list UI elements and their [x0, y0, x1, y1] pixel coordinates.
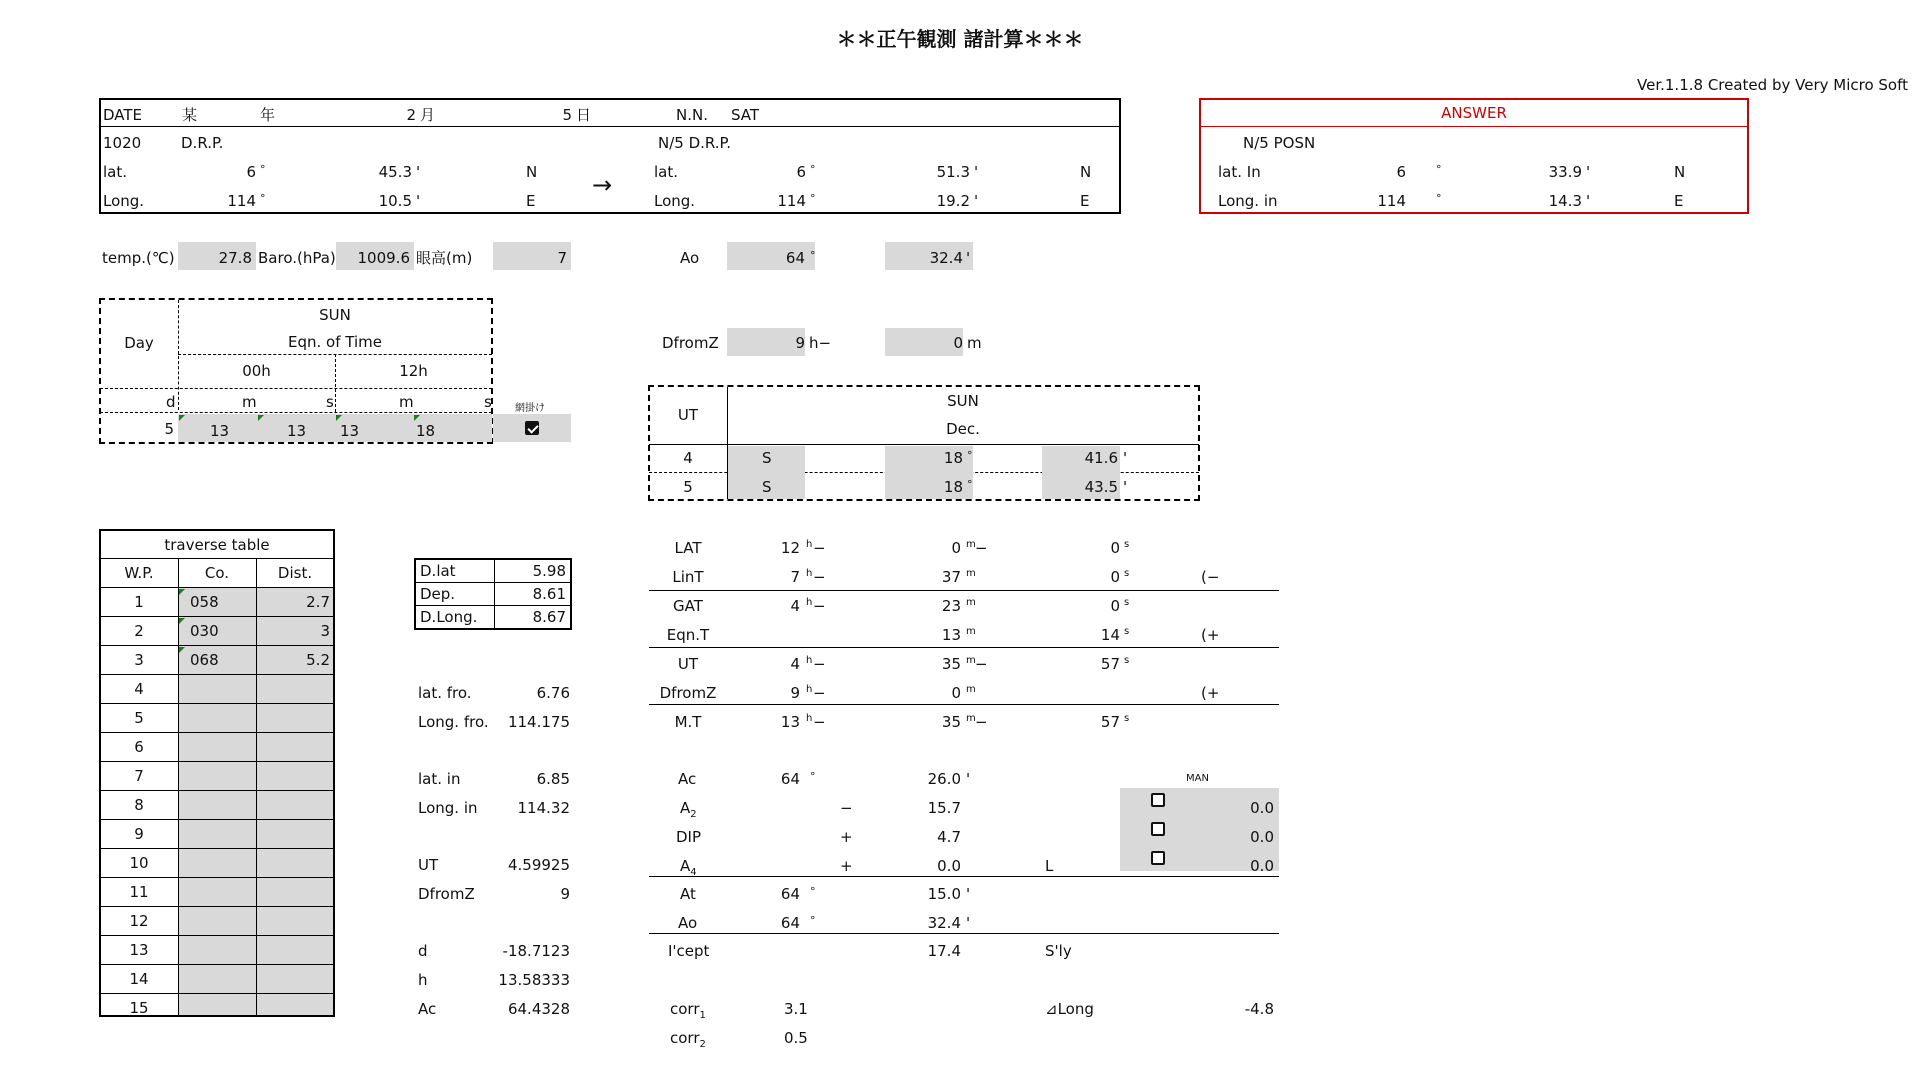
time-m-unit: m [966, 597, 976, 608]
corr2-value: 0.5 [784, 1029, 808, 1047]
deg-symbol: ° [810, 249, 816, 262]
at-deg: 64 [780, 885, 800, 903]
drp-long-dir[interactable]: E [526, 192, 536, 210]
drp-long-min[interactable]: 10.5 [378, 192, 412, 210]
drp-lat-label: lat. [103, 163, 128, 181]
min-symbol: ' [1586, 192, 1591, 210]
dfromz-label: DfromZ [662, 334, 719, 352]
traverse-row [100, 936, 334, 965]
dec-row-min[interactable]: 41.6 [1084, 449, 1118, 467]
eqn-00h-label: 00h [242, 362, 271, 380]
calc-value: 114.175 [507, 713, 570, 731]
drp-lat-dir[interactable]: N [526, 163, 538, 181]
traverse-row [100, 994, 334, 1022]
ac-deg: 64 [780, 770, 800, 788]
time-h-unit: h [806, 539, 813, 550]
traverse-wp: 10 [129, 854, 149, 872]
time-label: LinT [672, 568, 704, 586]
dfromz-m[interactable]: 0 [953, 334, 963, 352]
dlat-table [414, 558, 572, 630]
a4-man-value[interactable]: 0.0 [1250, 857, 1274, 875]
calc-label: Long. fro. [418, 713, 489, 731]
corr2-label [670, 1027, 706, 1056]
dip-man-checkbox[interactable] [1151, 822, 1165, 836]
time-s-unit: s [1124, 655, 1130, 666]
answer-lat-dir: N [1674, 163, 1686, 181]
a4-value: 0.0 [937, 857, 961, 875]
min-symbol: ' [1123, 449, 1128, 467]
traverse-wp: 5 [134, 709, 144, 727]
corr2-label-text: corr [670, 1029, 700, 1047]
deg-symbol: ° [1436, 163, 1442, 176]
deg-symbol: ° [1436, 192, 1442, 205]
time-h-dash: − [813, 655, 826, 673]
calc-value: 4.59925 [507, 856, 570, 874]
time-h-unit: h [806, 597, 813, 608]
ao2-min: 32.4 [927, 914, 961, 932]
answer-lat-label: lat. In [1218, 163, 1261, 181]
time-s-unit: s [1124, 626, 1130, 637]
time-m: 0 [951, 539, 961, 557]
traverse-wp: 14 [129, 970, 149, 988]
time-m: 35 [941, 713, 961, 731]
nn5-long-dir: E [1080, 192, 1090, 210]
year-prefix: 某 [182, 106, 198, 124]
traverse-header-row [100, 558, 334, 588]
time-h-dash: − [813, 568, 826, 586]
traverse-wp: 13 [129, 941, 149, 959]
traverse-dist[interactable]: 3 [320, 622, 330, 640]
deg-symbol: ° [810, 770, 816, 783]
dip-label: DIP [676, 828, 702, 846]
min-symbol: ' [974, 192, 979, 210]
ao2-deg: 64 [780, 914, 800, 932]
eqn-m-unit: m [399, 393, 414, 411]
calc-value: 64.4328 [507, 1000, 570, 1018]
dlat-value: 5.98 [495, 559, 572, 583]
time-h-dash: − [813, 713, 826, 731]
traverse-title: traverse table [164, 536, 270, 554]
min-symbol: ' [966, 885, 971, 903]
dec-ut-label: UT [677, 406, 699, 424]
eqn-s-unit: s [326, 393, 334, 411]
answer-long-label: Long. in [1218, 192, 1278, 210]
year-unit: 年 [260, 106, 276, 124]
eqn-s-unit: s [484, 393, 492, 411]
baro-label: Baro.(hPa) [258, 249, 336, 267]
time-label: UT [677, 655, 699, 673]
time-note: (+ [1201, 626, 1220, 644]
calc-value: 13.58333 [498, 971, 570, 989]
time-h: 13 [780, 713, 800, 731]
answer-title: ANSWER [1441, 104, 1507, 122]
corr1-label-text: corr [670, 1000, 700, 1018]
eqn-time-label: Eqn. of Time [288, 333, 382, 351]
min-symbol: ' [416, 163, 421, 181]
month-value[interactable]: 2 [406, 106, 416, 124]
min-symbol: ' [966, 770, 971, 788]
eye-input[interactable]: 7 [557, 249, 567, 267]
traverse-dist[interactable]: 5.2 [306, 651, 330, 669]
a2-sub: 2 [690, 809, 697, 820]
dec-row-min[interactable]: 43.5 [1084, 478, 1118, 496]
traverse-wp: 7 [134, 767, 144, 785]
time-label: GAT [673, 597, 703, 615]
calc-value: -18.7123 [502, 942, 570, 960]
header-divider [100, 126, 1120, 127]
calc-value: 6.76 [536, 684, 570, 702]
eqn-d-unit: d [166, 393, 176, 411]
time-s: 57 [1100, 713, 1120, 731]
traverse-header-co: Co. [204, 564, 230, 582]
time-h-unit: h [806, 684, 813, 695]
min-symbol: ' [966, 914, 971, 932]
dlong-label: ⊿Long [1045, 1000, 1094, 1018]
nn5-long-min: 19.2 [936, 192, 970, 210]
calc-label: lat. in [418, 770, 461, 788]
answer-divider [1200, 126, 1748, 127]
dfromz-m-unit: m [967, 334, 982, 352]
day-unit: 日 [576, 106, 592, 124]
time-m: 35 [941, 655, 961, 673]
time-note: (+ [1201, 684, 1220, 702]
at-min: 15.0 [927, 885, 961, 903]
traverse-row [100, 588, 334, 617]
eqn-divider [100, 388, 492, 389]
time-h: 4 [790, 597, 800, 615]
time-m-unit: m [966, 539, 976, 550]
dec-row-ut: 4 [683, 449, 693, 467]
time-m-unit: m [966, 655, 976, 666]
traverse-row [100, 849, 334, 878]
traverse-wp: 2 [134, 622, 144, 640]
time-m-unit: m [966, 684, 976, 695]
cell-mark [179, 589, 185, 595]
nn5-long-label: Long. [654, 192, 696, 210]
time-s-unit: s [1124, 597, 1130, 608]
time-h: 4 [790, 655, 800, 673]
traverse-row [100, 675, 334, 704]
eye-label: 眼高(m) [416, 249, 473, 267]
dlong-value: -4.8 [1244, 1000, 1274, 1018]
shading-checkbox[interactable] [525, 421, 539, 435]
corr1-sub: 1 [699, 1010, 706, 1021]
a2-sign: − [840, 799, 853, 817]
dec-label: Dec. [946, 420, 980, 438]
calc-label: Long. in [418, 799, 478, 817]
traverse-row [100, 617, 334, 646]
eqn-day-label: Day [124, 334, 154, 352]
traverse-wp: 15 [129, 999, 149, 1017]
month-unit: 月 [420, 106, 436, 124]
ao-deg[interactable]: 64 [785, 249, 805, 267]
eqn-00h-m[interactable]: 13 [210, 422, 230, 440]
eqn-12h-s[interactable]: 18 [416, 422, 436, 440]
answer-lat-deg: 6 [1396, 163, 1406, 181]
dlat-row [415, 606, 571, 630]
time-m-unit: m [966, 713, 976, 724]
time-label: Eqn.T [666, 626, 710, 644]
time-h-unit: h [806, 713, 813, 724]
traverse-co[interactable]: 068 [190, 651, 219, 669]
drp-long-deg[interactable]: 114 [227, 192, 256, 210]
eqn-sun-label: SUN [319, 306, 351, 324]
corr1-label [670, 998, 706, 1027]
nn5-label: N/5 D.R.P. [658, 134, 732, 152]
min-symbol: ' [974, 163, 979, 181]
deg-symbol: ° [810, 163, 816, 176]
calc-value: 9 [560, 885, 570, 903]
dfromz-h[interactable]: 9 [795, 334, 805, 352]
traverse-wp: 3 [134, 651, 144, 669]
time-s: 0 [1110, 539, 1120, 557]
dec-divider [649, 444, 1199, 445]
calc-label: lat. fro. [418, 684, 472, 702]
answer-long-deg: 114 [1377, 192, 1406, 210]
calc-label: Ac [418, 1000, 437, 1018]
baro-input[interactable]: 1009.6 [357, 249, 410, 267]
min-symbol: ' [966, 249, 971, 267]
time-m: 0 [951, 684, 961, 702]
nn5-lat-label: lat. [654, 163, 679, 181]
a4-sub: 4 [690, 867, 697, 878]
traverse-row [100, 878, 334, 907]
traverse-row [100, 733, 334, 762]
deg-symbol: ° [260, 163, 266, 176]
deg-symbol: ° [810, 885, 816, 898]
traverse-co[interactable]: 030 [190, 622, 219, 640]
shading-label: 網掛け [515, 403, 545, 414]
time-label: M.T [674, 713, 702, 731]
weekday-value: SAT [731, 106, 760, 124]
traverse-row [100, 762, 334, 791]
time-s: 57 [1100, 655, 1120, 673]
rule-line [649, 933, 1279, 934]
version-label: Ver.1.1.8 Created by Very Micro Soft [1637, 76, 1908, 94]
date-label: DATE [103, 106, 143, 124]
rule-line [649, 590, 1279, 591]
eqn-day-value: 5 [164, 420, 174, 438]
time-s: 0 [1110, 568, 1120, 586]
calc-value: 114.32 [517, 799, 570, 817]
traverse-row [100, 704, 334, 733]
time-label: DfromZ [659, 684, 717, 702]
nn5-lat-dir: N [1080, 163, 1092, 181]
a4-l-label: L [1045, 857, 1054, 875]
time-h-unit: h [806, 568, 813, 579]
rule-line [649, 647, 1279, 648]
deg-symbol: ° [260, 192, 266, 205]
dip-value: 4.7 [937, 828, 961, 846]
time-m: 13 [941, 626, 961, 644]
drp-lat-deg[interactable]: 6 [246, 163, 256, 181]
cell-mark [258, 415, 264, 421]
time-m-unit: m [966, 626, 976, 637]
traverse-wp: 4 [134, 680, 144, 698]
time-h-unit: h [806, 655, 813, 666]
ac-min: 26.0 [927, 770, 961, 788]
corr2-sub: 2 [699, 1039, 706, 1050]
eqn-12h-m[interactable]: 13 [340, 422, 360, 440]
time-h-dash: − [813, 684, 826, 702]
dlat-row [415, 559, 571, 583]
dlat-label: D.lat [415, 559, 495, 583]
time-h: 9 [790, 684, 800, 702]
arrow-icon: → [592, 171, 613, 199]
a4-sign: + [840, 857, 853, 875]
cell-mark [179, 618, 185, 624]
dlat-row [415, 583, 571, 606]
time-s: 0 [1110, 597, 1120, 615]
traverse-header-wp: W.P. [124, 564, 154, 582]
day-value[interactable]: 5 [562, 106, 572, 124]
icept-direction: S'ly [1045, 942, 1072, 960]
icept-label: I'cept [668, 942, 710, 960]
dec-row-ns[interactable]: S [762, 478, 772, 496]
ac-label: Ac [678, 770, 697, 788]
a4-label [680, 855, 697, 884]
temp-label: temp.(℃) [102, 249, 175, 267]
corr1-value: 3.1 [784, 1000, 808, 1018]
time-m-dash: − [975, 655, 988, 673]
time-m: 37 [941, 568, 961, 586]
time-m-unit: m [966, 568, 976, 579]
min-symbol: ' [416, 192, 421, 210]
traverse-wp: 6 [134, 738, 144, 756]
deg-symbol: ° [967, 449, 973, 462]
dlong-value: 8.67 [495, 606, 572, 630]
a2-man-value[interactable]: 0.0 [1250, 799, 1274, 817]
a2-label-text: A [680, 799, 691, 817]
eqn-m-unit: m [242, 393, 257, 411]
deg-symbol: ° [810, 914, 816, 927]
traverse-body [100, 558, 334, 1022]
nn5-lat-min: 51.3 [936, 163, 970, 181]
calc-label: DfromZ [418, 885, 475, 903]
dep-label: Dep. [415, 583, 495, 606]
time-h: 12 [780, 539, 800, 557]
traverse-wp: 11 [129, 883, 149, 901]
dec-row-ut: 5 [683, 478, 693, 496]
cell-mark [179, 647, 185, 653]
drp-lat-min[interactable]: 45.3 [378, 163, 412, 181]
traverse-row [100, 907, 334, 936]
traverse-wp: 8 [134, 796, 144, 814]
traverse-row [100, 646, 334, 675]
drp-long-label: Long. [103, 192, 145, 210]
eqn-divider [100, 412, 492, 413]
drp-label: D.R.P. [181, 134, 224, 152]
time-label: LAT [674, 539, 702, 557]
traverse-row [100, 965, 334, 994]
time-m: 23 [941, 597, 961, 615]
ao-min[interactable]: 32.4 [929, 249, 963, 267]
page-title: ＊＊正午観測 諸計算＊＊＊ [836, 27, 1084, 51]
dip-sign: + [840, 828, 853, 846]
time-s-unit: s [1124, 539, 1130, 550]
time-note: (− [1201, 568, 1220, 586]
traverse-rows [100, 588, 334, 1022]
icept-value: 17.4 [927, 942, 961, 960]
a2-man-checkbox[interactable] [1151, 793, 1165, 807]
ao2-label: Ao [678, 914, 698, 932]
dec-sun-label: SUN [947, 392, 979, 410]
a2-label [680, 797, 697, 826]
eqn-12h-label: 12h [399, 362, 428, 380]
dep-value: 8.61 [495, 583, 572, 606]
answer-lat-min: 33.9 [1548, 163, 1582, 181]
min-symbol: ' [1586, 163, 1591, 181]
cell-mark [179, 415, 185, 421]
at-label: At [680, 885, 696, 903]
deg-symbol: ° [967, 478, 973, 491]
time-value[interactable]: 1020 [103, 134, 142, 152]
a2-value: 15.7 [927, 799, 961, 817]
eqn-00h-s[interactable]: 13 [287, 422, 307, 440]
dec-row-ns[interactable]: S [762, 449, 772, 467]
time-h-dash: − [813, 597, 826, 615]
time-m-dash: − [975, 539, 988, 557]
dlong-label: D.Long. [415, 606, 495, 630]
calc-label: h [418, 971, 428, 989]
nn-label: N.N. [676, 106, 708, 124]
rule-line [649, 876, 1279, 877]
traverse-header-dist: Dist. [277, 564, 313, 582]
traverse-wp: 9 [134, 825, 144, 843]
temp-input[interactable]: 27.8 [218, 249, 252, 267]
dip-man-value[interactable]: 0.0 [1250, 828, 1274, 846]
nn5-lat-deg: 6 [796, 163, 806, 181]
calc-label: d [418, 942, 428, 960]
nn5-long-deg: 114 [777, 192, 806, 210]
calc-label: UT [418, 856, 439, 874]
answer-long-min: 14.3 [1548, 192, 1582, 210]
time-m-dash: − [975, 713, 988, 731]
a4-man-checkbox[interactable] [1151, 851, 1165, 865]
time-h-dash: − [813, 539, 826, 557]
dec-row-deg[interactable]: 18 [943, 449, 963, 467]
min-symbol: ' [1123, 478, 1128, 496]
answer-posn: N/5 POSN [1243, 134, 1316, 152]
a4-label-text: A [680, 857, 691, 875]
dfromz-h-unit: h− [809, 334, 832, 352]
traverse-dist[interactable]: 2.7 [306, 593, 330, 611]
time-s: 14 [1100, 626, 1120, 644]
traverse-wp: 12 [129, 912, 149, 930]
rule-line [649, 704, 1279, 705]
traverse-row [100, 820, 334, 849]
time-s-unit: s [1124, 713, 1130, 724]
ao-label: Ao [680, 249, 700, 267]
answer-long-dir: E [1674, 192, 1684, 210]
calc-value: 6.85 [536, 770, 570, 788]
dec-row-deg[interactable]: 18 [943, 478, 963, 496]
man-label: MAN [1186, 773, 1209, 784]
traverse-co[interactable]: 058 [190, 593, 219, 611]
traverse-wp: 1 [134, 593, 144, 611]
traverse-row [100, 791, 334, 820]
time-h: 7 [790, 568, 800, 586]
time-s-unit: s [1124, 568, 1130, 579]
deg-symbol: ° [810, 192, 816, 205]
